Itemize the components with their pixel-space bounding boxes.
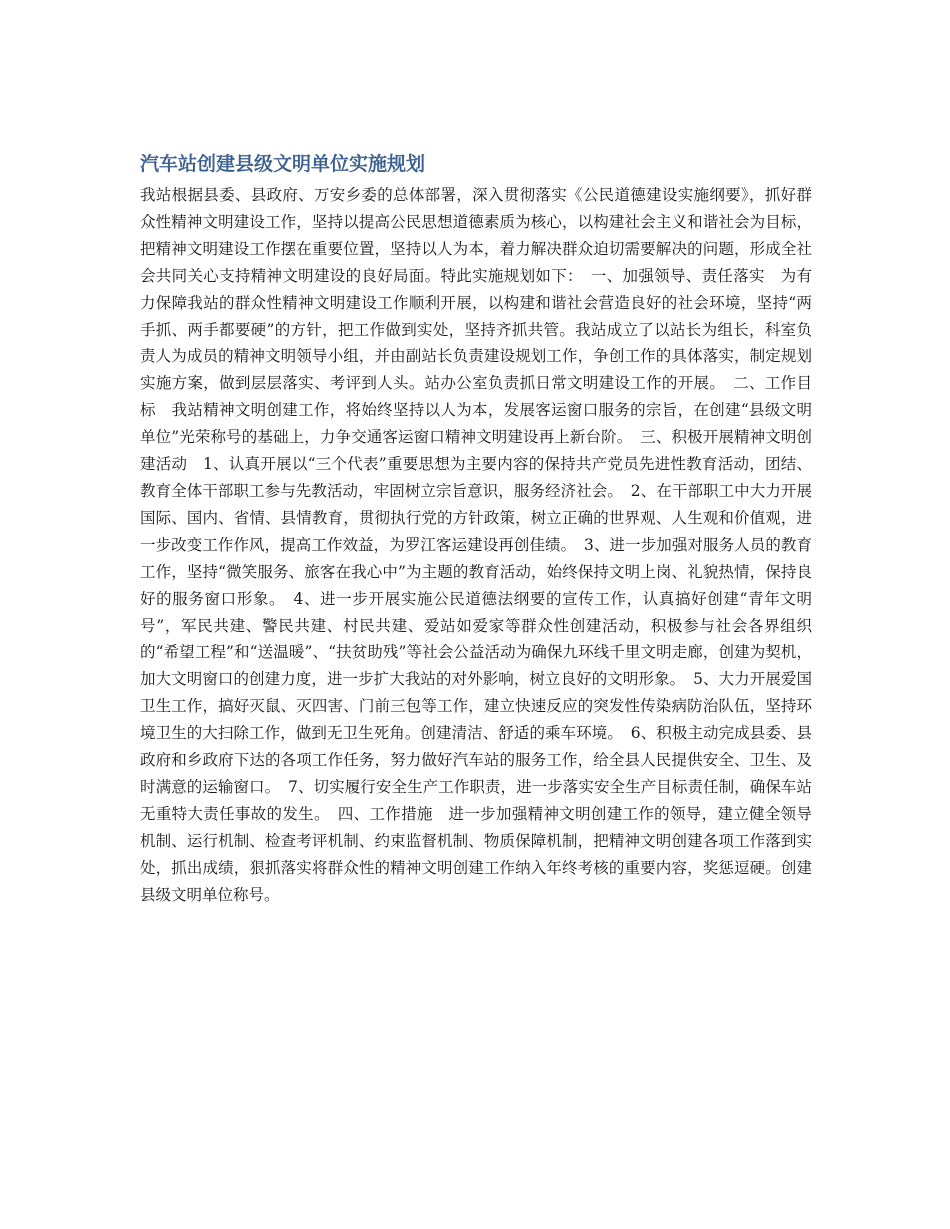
document-title: 汽车站创建县级文明单位实施规划 [140,153,426,175]
document-body-paragraph: 我站根据县委、县政府、万安乡委的总体部署，深入贯彻落实《公民道德建设实施纲要》，抓好群众性精神文明建设工作，坚持以提高公民思想道德素质为核心，以构建社会主义和谐社会为目标，把精神文明建设工作摆在重要位置，坚持以人为本，着力解决群众迫切需要解决的问题，形成全社会共同关心支持精神文明建设的良好局面。特此实施规划如下： 一、加强领导、责任落实 为有力保障我站的群众性精神文明建设工作顺利开展，以构建和谐社会营造良好的社会环境，坚持“两手抓、两手都要硬”的方针，把工作做到实处，坚持齐抓共管。我站成立了以站长为组长，科室负责人为成员的精神文明领导小组，并由副站长负责建设规划工作，争创工作的具体落实，制定规划实施方案，做到层层落实、考评到人头。站办公室负责抓日常文明建设工作的开展。 二、工作目标 我站精神文明创建工作，将始终坚持以人为本，发展客运窗口服务的宗旨，在创建“县级文明单位”光荣称号的基础上，力争交通客运窗口精神文明建设再上新台阶。 三、积极开展精神文明创建活动 1、认真开展以“三个代表”重要思想为主要内容的保持共产党员先进性教育活动，团结、教育全体干部职工参与先教活动，牢固树立宗旨意识，服务经济社会。 2、在干部职工中大力开展国际、国内、省情、县情教育，贯彻执行党的方针政策，树立正确的世界观、人生观和价值观，进一步改变工作作风，提高工作效益，为罗江客运建设再创佳绩。 3、进一步加强对服务人员的教育工作，坚持“微笑服务、旅客在我心中”为主题的教育活动，始终保持文明上岗、礼貌热情，保持良好的服务窗口形象。 4、进一步开展实施公民道德法纲要的宣传工作，认真搞好创建“青年文明号”，军民共建、警民共建、村民共建、爱站如爱家等群众性创建活动，积极参与社会各界组织的“希望工程”和“送温暖”、“扶贫助残”等社会公益活动为确保九环线千里文明走廊，创建为契机，加大文明窗口的创建力度，进一步扩大我站的对外影响，树立良好的文明形象。 5、大力开展爱国卫生工作，搞好灭鼠、灭四害、门前三包等工作，建立快速反应的突发性传染病防治队伍，坚持环境卫生的大扫除工作，做到无卫生死角。创建清洁、舒适的乘车环境。 6、积极主动完成县委、县政府和乡政府下达的各项工作任务，努力做好汽车站的服务工作，给全县人民提供安全、卫生、及时满意的运输窗口。 7、切实履行安全生产工作职责，进一步落实安全生产目标责任制，确保车站无重特大责任事故的发生。 四、工作措施 进一步加强精神文明创建工作的领导，建立健全领导机制、运行机制、检查考评机制、约束监督机制、物质保障机制，把精神文明创建各项工作落到实处，抓出成绩，狠抓落实将群众性的精神文明创建工作纳入年终考核的重要内容，奖惩逗硬。创建县级文明单位称号。 [140,186,812,904]
